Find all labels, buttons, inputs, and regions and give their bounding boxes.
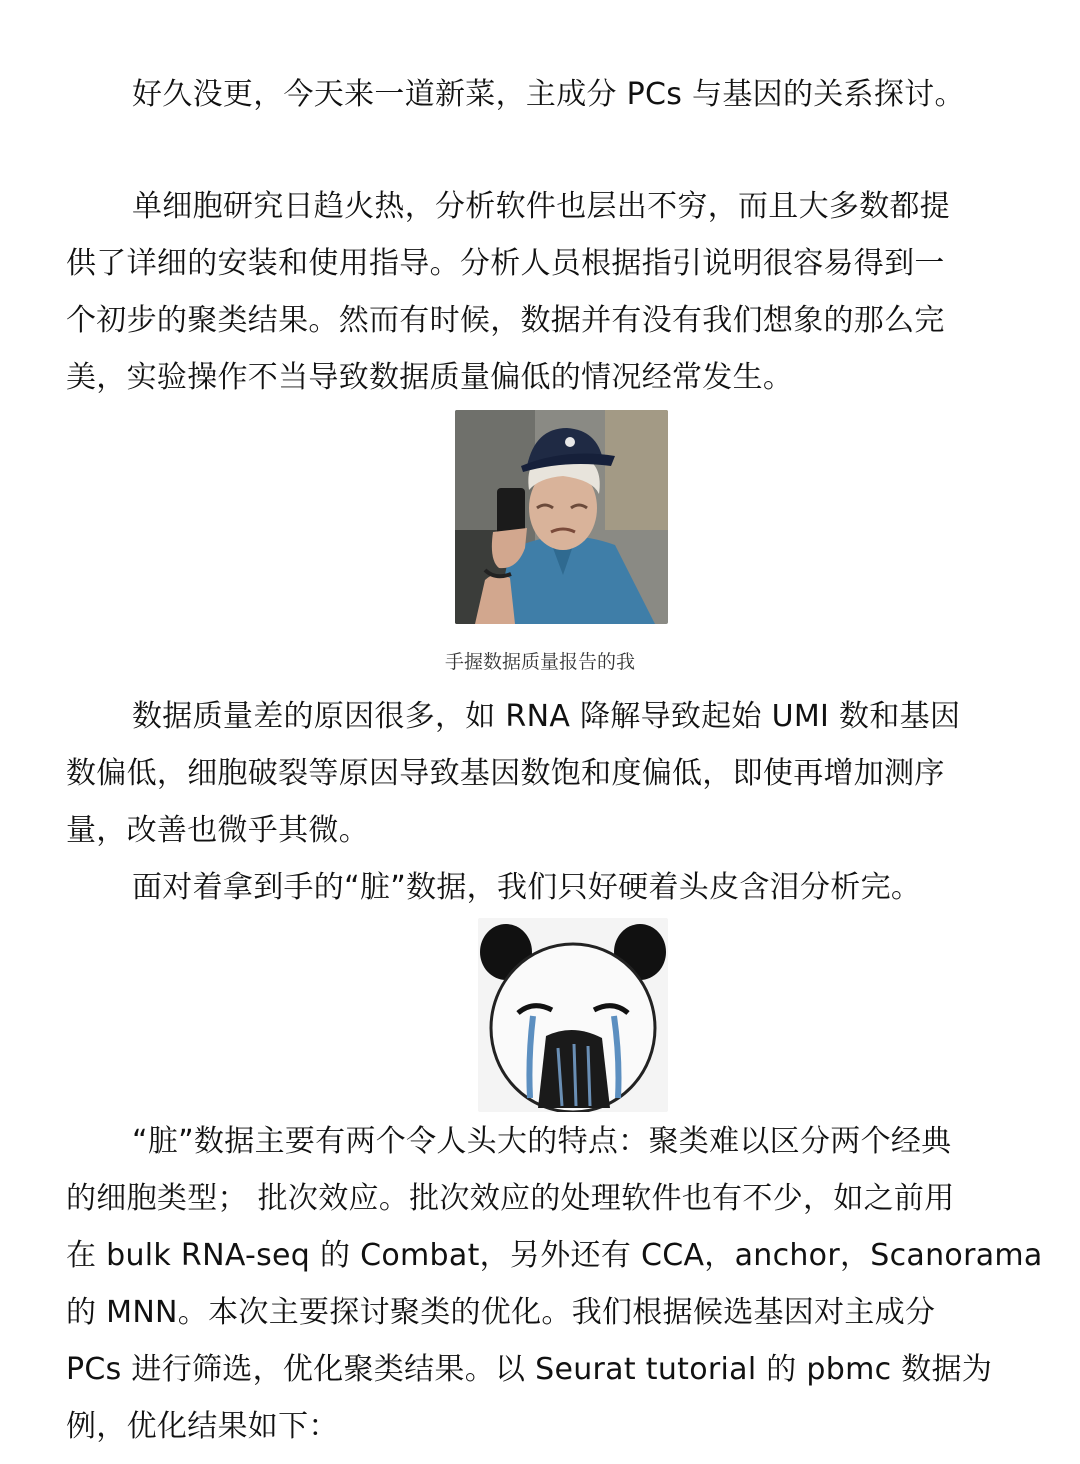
text-line: 例，优化结果如下： bbox=[66, 1409, 339, 1444]
text-line: 美，实验操作不当导致数据质量偏低的情况经常发生。 bbox=[66, 360, 794, 395]
intro-line: 好久没更，今天来一道新菜，主成分 PCs 与基因的关系探讨。 bbox=[132, 77, 965, 112]
text-line: 数据质量差的原因很多，如 RNA 降解导致起始 UMI 数和基因 bbox=[132, 699, 961, 734]
text-line: 供了详细的安装和使用指导。分析人员根据指引说明很容易得到一 bbox=[66, 246, 945, 281]
paragraph-characteristics bbox=[66, 1113, 1043, 1455]
text-line: “脏”数据主要有两个令人头大的特点：聚类难以区分两个经典 bbox=[132, 1124, 952, 1159]
text-line: 量，改善也微乎其微。 bbox=[66, 813, 369, 848]
text-line: 单细胞研究日趋火热，分析软件也层出不穷，而且大多数都提 bbox=[132, 189, 951, 224]
text-line: 面对着拿到手的“脏”数据，我们只好硬着头皮含泪分析完。 bbox=[132, 870, 922, 905]
crying-panda-illustration bbox=[478, 918, 668, 1112]
text-line: PCs 进行筛选，优化聚类结果。以 Seurat tutorial 的 pbmc 数据为 bbox=[66, 1352, 993, 1387]
crying-man-illustration bbox=[455, 410, 668, 624]
paragraph-dirty-data bbox=[66, 859, 1016, 916]
meme-man-phone-image bbox=[455, 410, 668, 624]
text-line: 个初步的聚类结果。然而有时候，数据并有没有我们想象的那么完 bbox=[66, 303, 945, 338]
paragraph-challenges bbox=[66, 178, 1016, 406]
text-line: 数偏低，细胞破裂等原因导致基因数饱和度偏低，即使再增加测序 bbox=[66, 756, 945, 791]
meme-crying-panda-image bbox=[478, 918, 668, 1112]
text-line: 的细胞类型； 批次效应。批次效应的处理软件也有不少，如之前用 bbox=[66, 1181, 955, 1216]
paragraph-quality bbox=[66, 688, 1016, 859]
text-line: 的 MNN。本次主要探讨聚类的优化。我们根据候选基因对主成分 bbox=[66, 1295, 936, 1330]
figure-caption: 手握数据质量报告的我 bbox=[444, 651, 635, 673]
text-line: 在 bulk RNA-seq 的 Combat，另外还有 CCA，anchor，Scanorama bbox=[66, 1238, 1043, 1273]
intro-paragraph bbox=[66, 66, 1016, 123]
